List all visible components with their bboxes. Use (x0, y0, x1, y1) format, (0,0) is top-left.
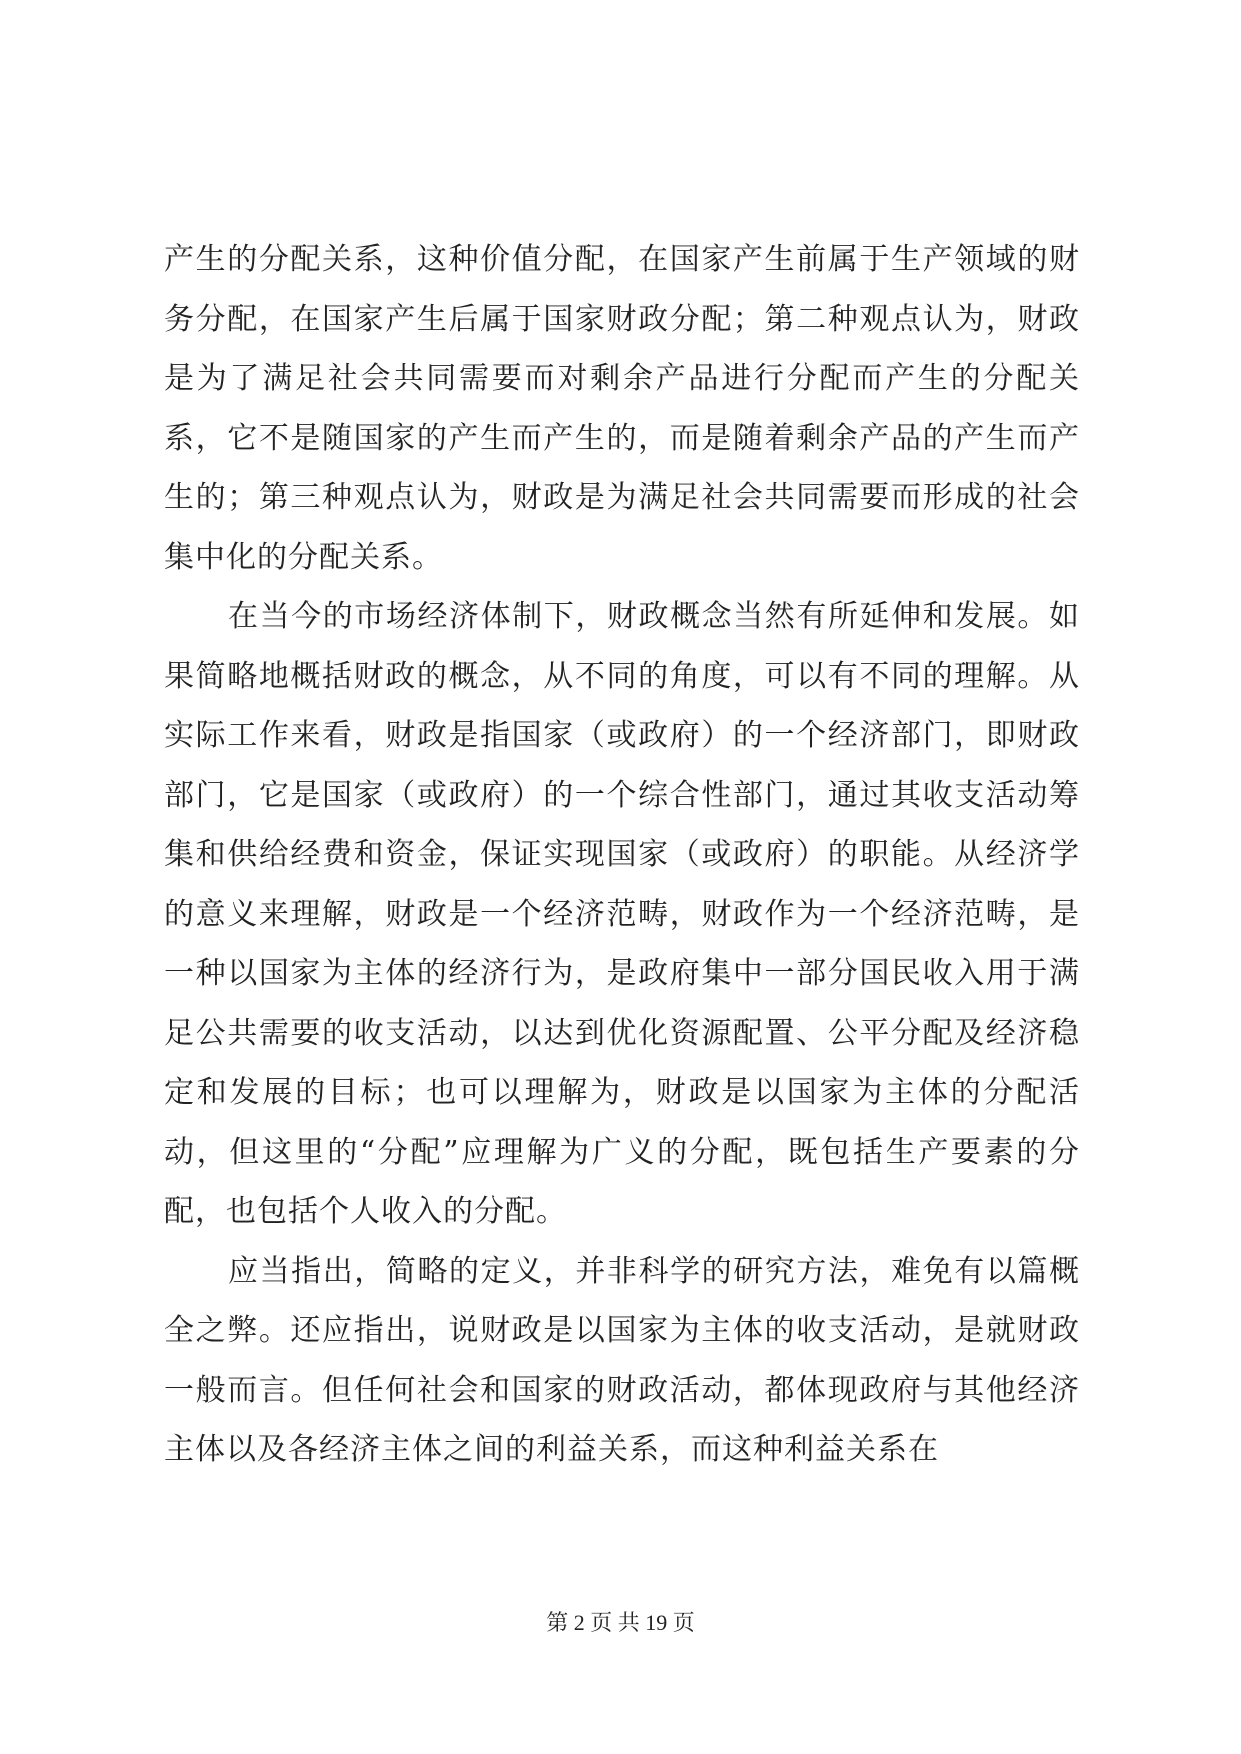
document-body (164, 230, 1080, 1480)
paragraph-1: 产生的分配关系，这种价值分配，在国家产生前属于生产领域的财务分配，在国家产生后属于国家财政分配；第二种观点认为，财政是为了满足社会共同需要而对剩余产品进行分配而产生的分配关系，它不是随国家的产生而产生的，而是随着剩余产品的产生而产生的；第三种观点认为，财政是为满足社会共同需要而形成的社会集中化的分配关系。 (164, 242, 1080, 575)
page-number-footer: 第 2 页 共 19 页 (546, 1610, 695, 1635)
paragraph-3: 应当指出，简略的定义，并非科学的研究方法，难免有以篇概全之弊。还应指出，说财政是以国家为主体的收支活动，是就财政一般而言。但任何社会和国家的财政活动，都体现政府与其他经济主体以及各经济主体之间的利益关系，而这种利益关系在 (164, 1253, 1080, 1467)
paragraph-2: 在当今的市场经济体制下，财政概念当然有所延伸和发展。如果简略地概括财政的概念，从不同的角度，可以有不同的理解。从实际工作来看，财政是指国家（或政府）的一个经济部门，即财政部门，它是国家（或政府）的一个综合性部门，通过其收支活动筹集和供给经费和资金，保证实现国家（或政府）的职能。从经济学的意义来理解，财政是一个经济范畴，财政作为一个经济范畴，是一种以国家为主体的经济行为，是政府集中一部分国民收入用于满足公共需要的收支活动，以达到优化资源配置、公平分配及经济稳定和发展的目标；也可以理解为，财政是以国家为主体的分配活动，但这里的“分配”应理解为广义的分配，既包括生产要素的分配，也包括个人收入的分配。 (164, 599, 1080, 1229)
